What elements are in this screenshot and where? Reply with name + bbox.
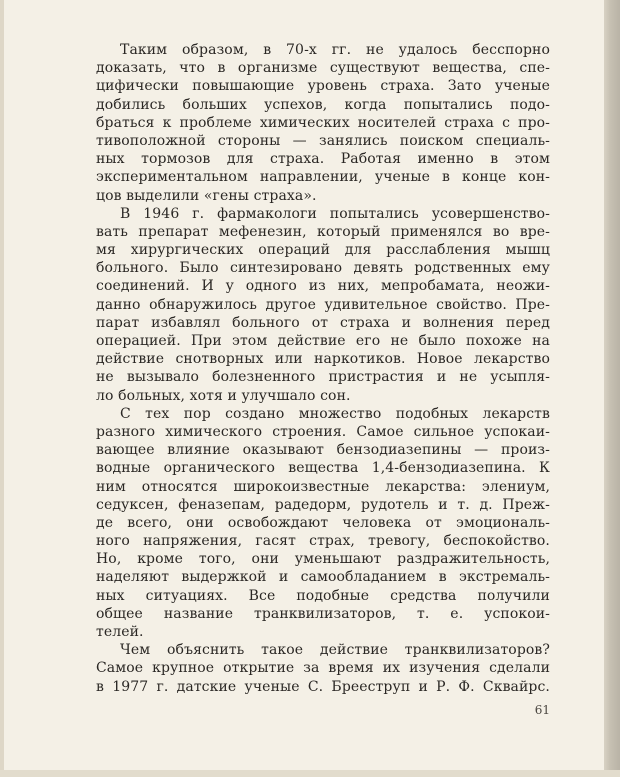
text-line: операцией. При этом действие его не было похоже на bbox=[96, 333, 550, 349]
text-line: де всего, они освобождают человека от эмоциональ- bbox=[96, 514, 550, 531]
paragraph-4 bbox=[96, 641, 550, 696]
text-line: доказать, что в организме существуют вещества, спе- bbox=[96, 60, 550, 77]
paragraph-2 bbox=[96, 205, 550, 405]
text-line: С тех пор создано множество подобных лекарств bbox=[120, 405, 550, 422]
text-line: ло больных, хотя и улучшало сон. bbox=[96, 387, 351, 404]
book-spine-shadow bbox=[604, 0, 620, 777]
text-line: вать препарат мефенезин, который применялся во вре- bbox=[96, 223, 550, 240]
text-line: ных тормозов для страха. Работая именно в этом bbox=[96, 151, 550, 168]
text-line: не вызывало болезненного пристрастия и не усыпля- bbox=[96, 369, 550, 386]
text-line: добились больших успехов, когда попытались подо- bbox=[96, 96, 550, 113]
text-line: мя хирургических операций для расслабления мышц bbox=[96, 242, 550, 259]
page-bottom-edge bbox=[0, 770, 620, 777]
text-line: водные органического вещества 1,4-бензодиазепина. К bbox=[96, 460, 550, 477]
text-line: данно обнаружилось другое удивительное свойство. Пре- bbox=[96, 296, 550, 313]
text-line: В 1946 г. фармакологи попытались усовершенство- bbox=[120, 205, 550, 222]
text-line: действие снотворных или наркотиков. Новое лекарство bbox=[96, 351, 550, 368]
text-line: Таким образом, в 70-х гг. не удалось бесспорно bbox=[120, 42, 550, 58]
text-line: экспериментальном направлении, ученые в конце кон- bbox=[96, 169, 550, 186]
text-line: наделяют выдержкой и самообладанием в экстремаль- bbox=[96, 569, 550, 586]
text-line: Самое крупное открытие за время их изучения сделали bbox=[96, 660, 550, 677]
paragraph-3 bbox=[96, 405, 550, 641]
text-line: ных ситуациях. Все подобные средства получили bbox=[96, 587, 550, 604]
body-text bbox=[96, 41, 550, 696]
text-line: в 1977 г. датские ученые С. Брееструп и Р. Ф. Сквайрс. bbox=[96, 678, 550, 695]
text-line: соединений. И у одного из них, мепробамата, неожи- bbox=[96, 278, 550, 295]
page-left-edge bbox=[0, 0, 4, 777]
text-line: ним относятся широкоизвестные лекарства: элениум, bbox=[96, 478, 550, 495]
text-line: разного химического строения. Самое сильное успокаи- bbox=[96, 423, 550, 440]
text-line: вающее влияние оказывают бензодиазепины — произ- bbox=[96, 442, 550, 459]
text-line: телей. bbox=[96, 624, 144, 640]
text-line: больного. Было синтезировано девять родственных ему bbox=[96, 260, 550, 277]
text-line: ного напряжения, гасят страх, тревогу, беспокойство. bbox=[96, 533, 550, 550]
text-line: седуксен, феназепам, радедорм, рудотель и т. д. Преж- bbox=[96, 496, 550, 513]
paragraph-1 bbox=[96, 41, 550, 205]
text-line: Но, кроме того, они уменьшают раздражительность, bbox=[96, 551, 550, 568]
text-line: общее название транквилизаторов, т. е. успокои- bbox=[96, 605, 550, 622]
text-line: Чем объяснить такое действие транквилизаторов? bbox=[120, 642, 550, 659]
text-line: парат избавлял больного от страха и волнения перед bbox=[96, 314, 550, 331]
text-line: цифически повышающие уровень страха. Зато ученые bbox=[96, 78, 550, 95]
text-line: браться к проблеме химических носителей страха с про- bbox=[96, 114, 550, 131]
page-number: 61 bbox=[534, 703, 550, 717]
text-line: тивоположной стороны — занялись поиском специаль- bbox=[96, 132, 550, 149]
text-line: цов выделили «гены страха». bbox=[96, 187, 317, 204]
